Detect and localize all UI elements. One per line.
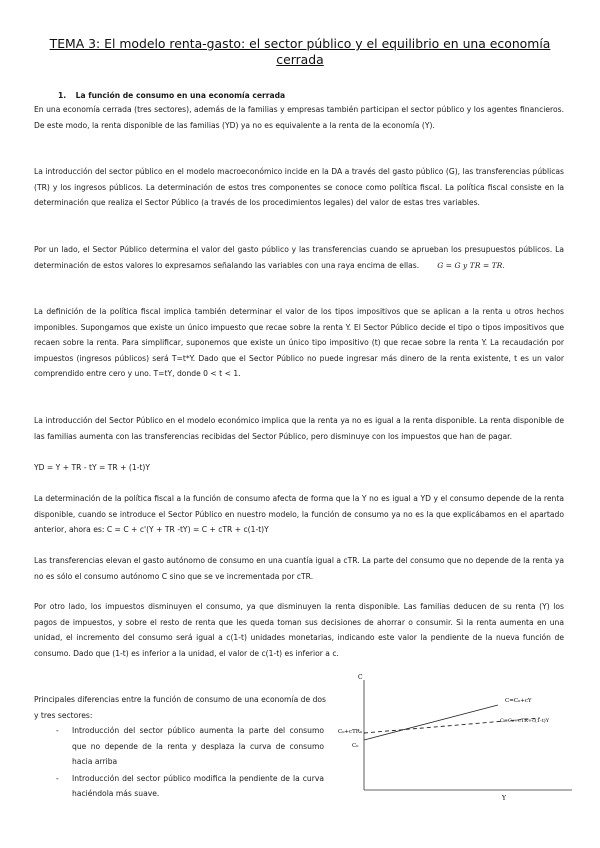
bullet-dash: -	[56, 726, 59, 735]
paragraph-1: En una economía cerrada (tres sectores), además de la familias y empresas también participan el sector público y los agentes financieros. De este modo, la renta disponible de las familias (YD) ya no es equivalente a la renta de la economía (Y).	[34, 105, 564, 130]
bullet-text: Introducción del sector público aumenta la parte del consumo que no depende de la renta y desplaza la curva de consumo hacia arriba	[72, 726, 324, 767]
consumption-chart	[338, 670, 580, 802]
line-steep	[364, 705, 498, 740]
bullet-dash: -	[56, 773, 59, 783]
paragraph-6: La determinación de la política fiscal a la función de consumo afecta de forma que la Y no es igual a YD y el consumo depende de la renta disponible, cuando se introduce el Sector Público en nuestro modelo, la función de consumo ya no es la que explicábamos en el apartado anterior, ahora es: C = C + c'(Y + TR -tY) = C + cTR + c(1-t)Y	[34, 494, 564, 535]
paragraph-8: Por otro lado, los impuestos disminuyen el consumo, ya que disminuyen la renta disponible. Las familias deducen de su renta (Y) los pagos de impuestos, y sobre el resto de renta que les queda toman sus decisiones de ahorrar o consumir. Si la renta aumenta en una unidad, el incremento del consumo será igual a c(1-t) unidades monetarias, indicando este valor la pendiente de la nueva función de consumo. Dado que (1-t) es inferior a la unidad, el valor de c(1-t) es inferior a c.	[34, 602, 564, 658]
line-steep-label: C=C₀+cY	[505, 698, 532, 704]
bullet-text: Introducción del sector público modifica la pendiente de la curva haciéndola más suave.	[72, 773, 324, 799]
intercept-low-label: C₀	[352, 743, 359, 749]
paragraph-4: La definición de la política fiscal implica también determinar el valor de los tipos impositivos que se aplican a la renta u otros hechos imponibles. Supongamos que existe un único impuesto que recae sobre la renta Y. El Sector Público decide el tipo o tipos impositivos que recaen sobre la renta. Para simplificar, suponemos que existe un único tipo impositivo (t) que recae sobre la renta Y. La recaudación por impuestos (ingresos públicos) será T=t*Y. Dado que el Sector Público no puede ingresar más dinero de la renta existente, t es un valor comprendido entre cero y uno. T=tY, donde 0 < t < 1.	[34, 307, 564, 379]
paragraph-7: Las transferencias elevan el gasto autónomo de consumo en una cuantía igual a cTR. La parte del consumo que no depende de la renta ya no es sólo el consumo autónomo C sino que se ve incrementada por cTR.	[34, 556, 564, 581]
differences-list	[56, 723, 324, 803]
section-number: 1.	[58, 91, 67, 100]
x-axis-label: Y	[502, 795, 506, 802]
y-axis-label: C	[358, 674, 363, 681]
formula-g-tr: G = G y TR = TR.	[437, 260, 505, 270]
list-item	[56, 723, 324, 770]
line-flat-label: C=C₀+cTR+c(1-t)Y	[500, 718, 550, 724]
paragraph-5: La introducción del Sector Público en el modelo económico implica que la renta ya no es igual a la renta disponible. La renta disponible de las familias aumenta con las transferencias recibidas del Sector Público, pero disminuye con los impuestos que han de pagar.	[34, 416, 564, 441]
differences-intro: Principales diferencias entre la función de consumo de una economía de dos y tres sectores:	[34, 695, 326, 720]
paragraph-3-text: Por un lado, el Sector Público determina el valor del gasto público y las transferencias cuando se aprueban los presupuestos públicos. La determinación de estos valores lo expresamos señalando las variables con una raya encima de ellas.	[34, 245, 564, 270]
formula-yd: YD = Y + TR - tY = TR + (1-t)Y	[34, 463, 151, 472]
list-item	[56, 771, 324, 802]
paragraph-3	[34, 242, 564, 273]
document-title: TEMA 3: El modelo renta-gasto: el sector público y el equilibrio en una economía cerrada	[49, 36, 551, 67]
section-heading-text: La función de consumo en una economía cerrada	[75, 91, 286, 100]
section-heading	[58, 91, 285, 100]
intercept-high-label: C₀+cTR₀	[338, 729, 363, 735]
paragraph-2: La introducción del sector público en el modelo macroeconómico incide en la DA a través del gasto público (G), las transferencias públicas (TR) y los ingresos públicos. La determinación de estos tres componentes se conoce como política fiscal. La política fiscal consiste en la determinación que realiza el Sector Público (a través de los procedimientos legales) del valor de estas tres variables.	[34, 167, 564, 208]
